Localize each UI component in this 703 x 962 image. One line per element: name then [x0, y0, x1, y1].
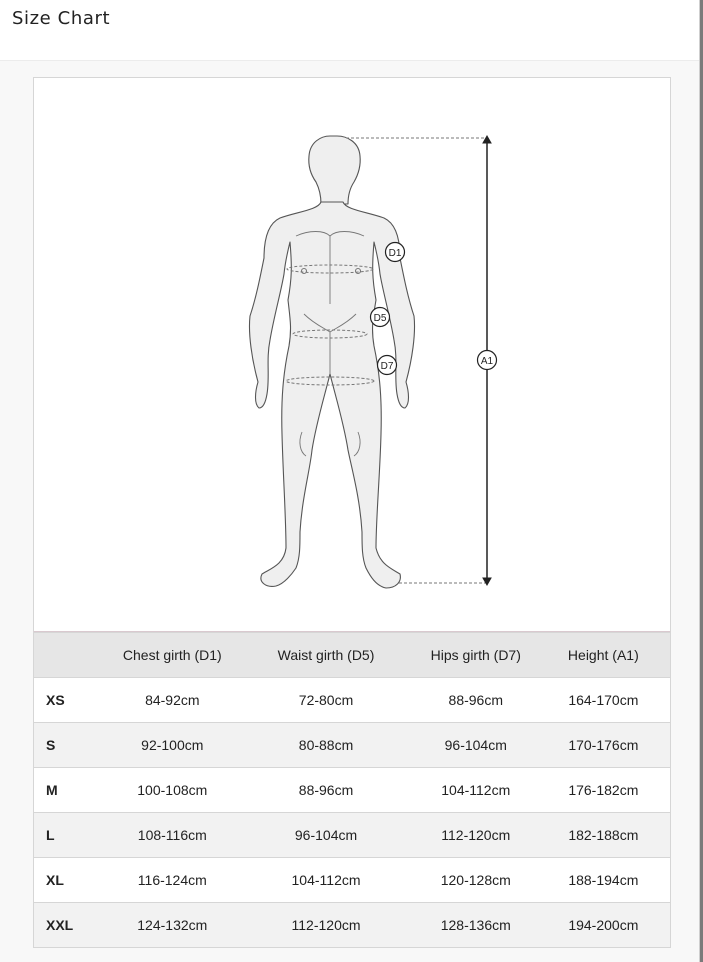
table-row [34, 723, 671, 768]
hips-cell: 128-136cm [415, 903, 537, 948]
waist-cell: 80-88cm [237, 723, 415, 768]
hips-cell: 120-128cm [415, 858, 537, 903]
body-diagram [34, 78, 670, 631]
marker-waist [371, 308, 390, 327]
waist-cell: 72-80cm [237, 678, 415, 723]
height-cell: 194-200cm [537, 903, 671, 948]
marker-height-label: A1 [480, 356, 494, 367]
modal-title: Size Chart [12, 8, 111, 29]
height-cell: 164-170cm [537, 678, 671, 723]
waist-cell: 104-112cm [237, 858, 415, 903]
chest-cell: 92-100cm [107, 723, 237, 768]
size-cell: XL [34, 858, 108, 903]
hips-cell: 96-104cm [415, 723, 537, 768]
chest-cell: 108-116cm [107, 813, 237, 858]
height-cell: 170-176cm [537, 723, 671, 768]
column-header-size [34, 633, 108, 678]
modal-header [0, 0, 699, 61]
body-measurement-figure [33, 77, 671, 633]
column-header-height: Height (A1) [537, 633, 671, 678]
chest-cell: 100-108cm [107, 768, 237, 813]
height-cell: 176-182cm [537, 768, 671, 813]
marker-waist-label: D5 [373, 313, 387, 324]
size-cell: L [34, 813, 108, 858]
height-cell: 188-194cm [537, 858, 671, 903]
column-header-waist: Waist girth (D5) [237, 633, 415, 678]
chest-cell: 116-124cm [107, 858, 237, 903]
table-row [34, 678, 671, 723]
hips-cell: 88-96cm [415, 678, 537, 723]
marker-hips-label: D7 [380, 361, 394, 372]
column-header-hips: Hips girth (D7) [415, 633, 537, 678]
marker-chest-label: D1 [388, 248, 402, 259]
waist-cell: 96-104cm [237, 813, 415, 858]
marker-hips [378, 356, 397, 375]
modal-body[interactable] [0, 61, 699, 962]
waist-cell: 88-96cm [237, 768, 415, 813]
hips-cell: 104-112cm [415, 768, 537, 813]
hips-cell: 112-120cm [415, 813, 537, 858]
table-row [34, 768, 671, 813]
table-header-row [34, 633, 671, 678]
height-cell: 182-188cm [537, 813, 671, 858]
column-header-chest: Chest girth (D1) [107, 633, 237, 678]
size-cell: XXL [34, 903, 108, 948]
size-cell: S [34, 723, 108, 768]
table-row [34, 858, 671, 903]
marker-height [478, 351, 497, 370]
size-cell: XS [34, 678, 108, 723]
table-row [34, 903, 671, 948]
marker-chest [386, 243, 405, 262]
waist-cell: 112-120cm [237, 903, 415, 948]
table-row [34, 813, 671, 858]
size-table [33, 632, 671, 948]
size-cell: M [34, 768, 108, 813]
chest-cell: 124-132cm [107, 903, 237, 948]
chest-cell: 84-92cm [107, 678, 237, 723]
